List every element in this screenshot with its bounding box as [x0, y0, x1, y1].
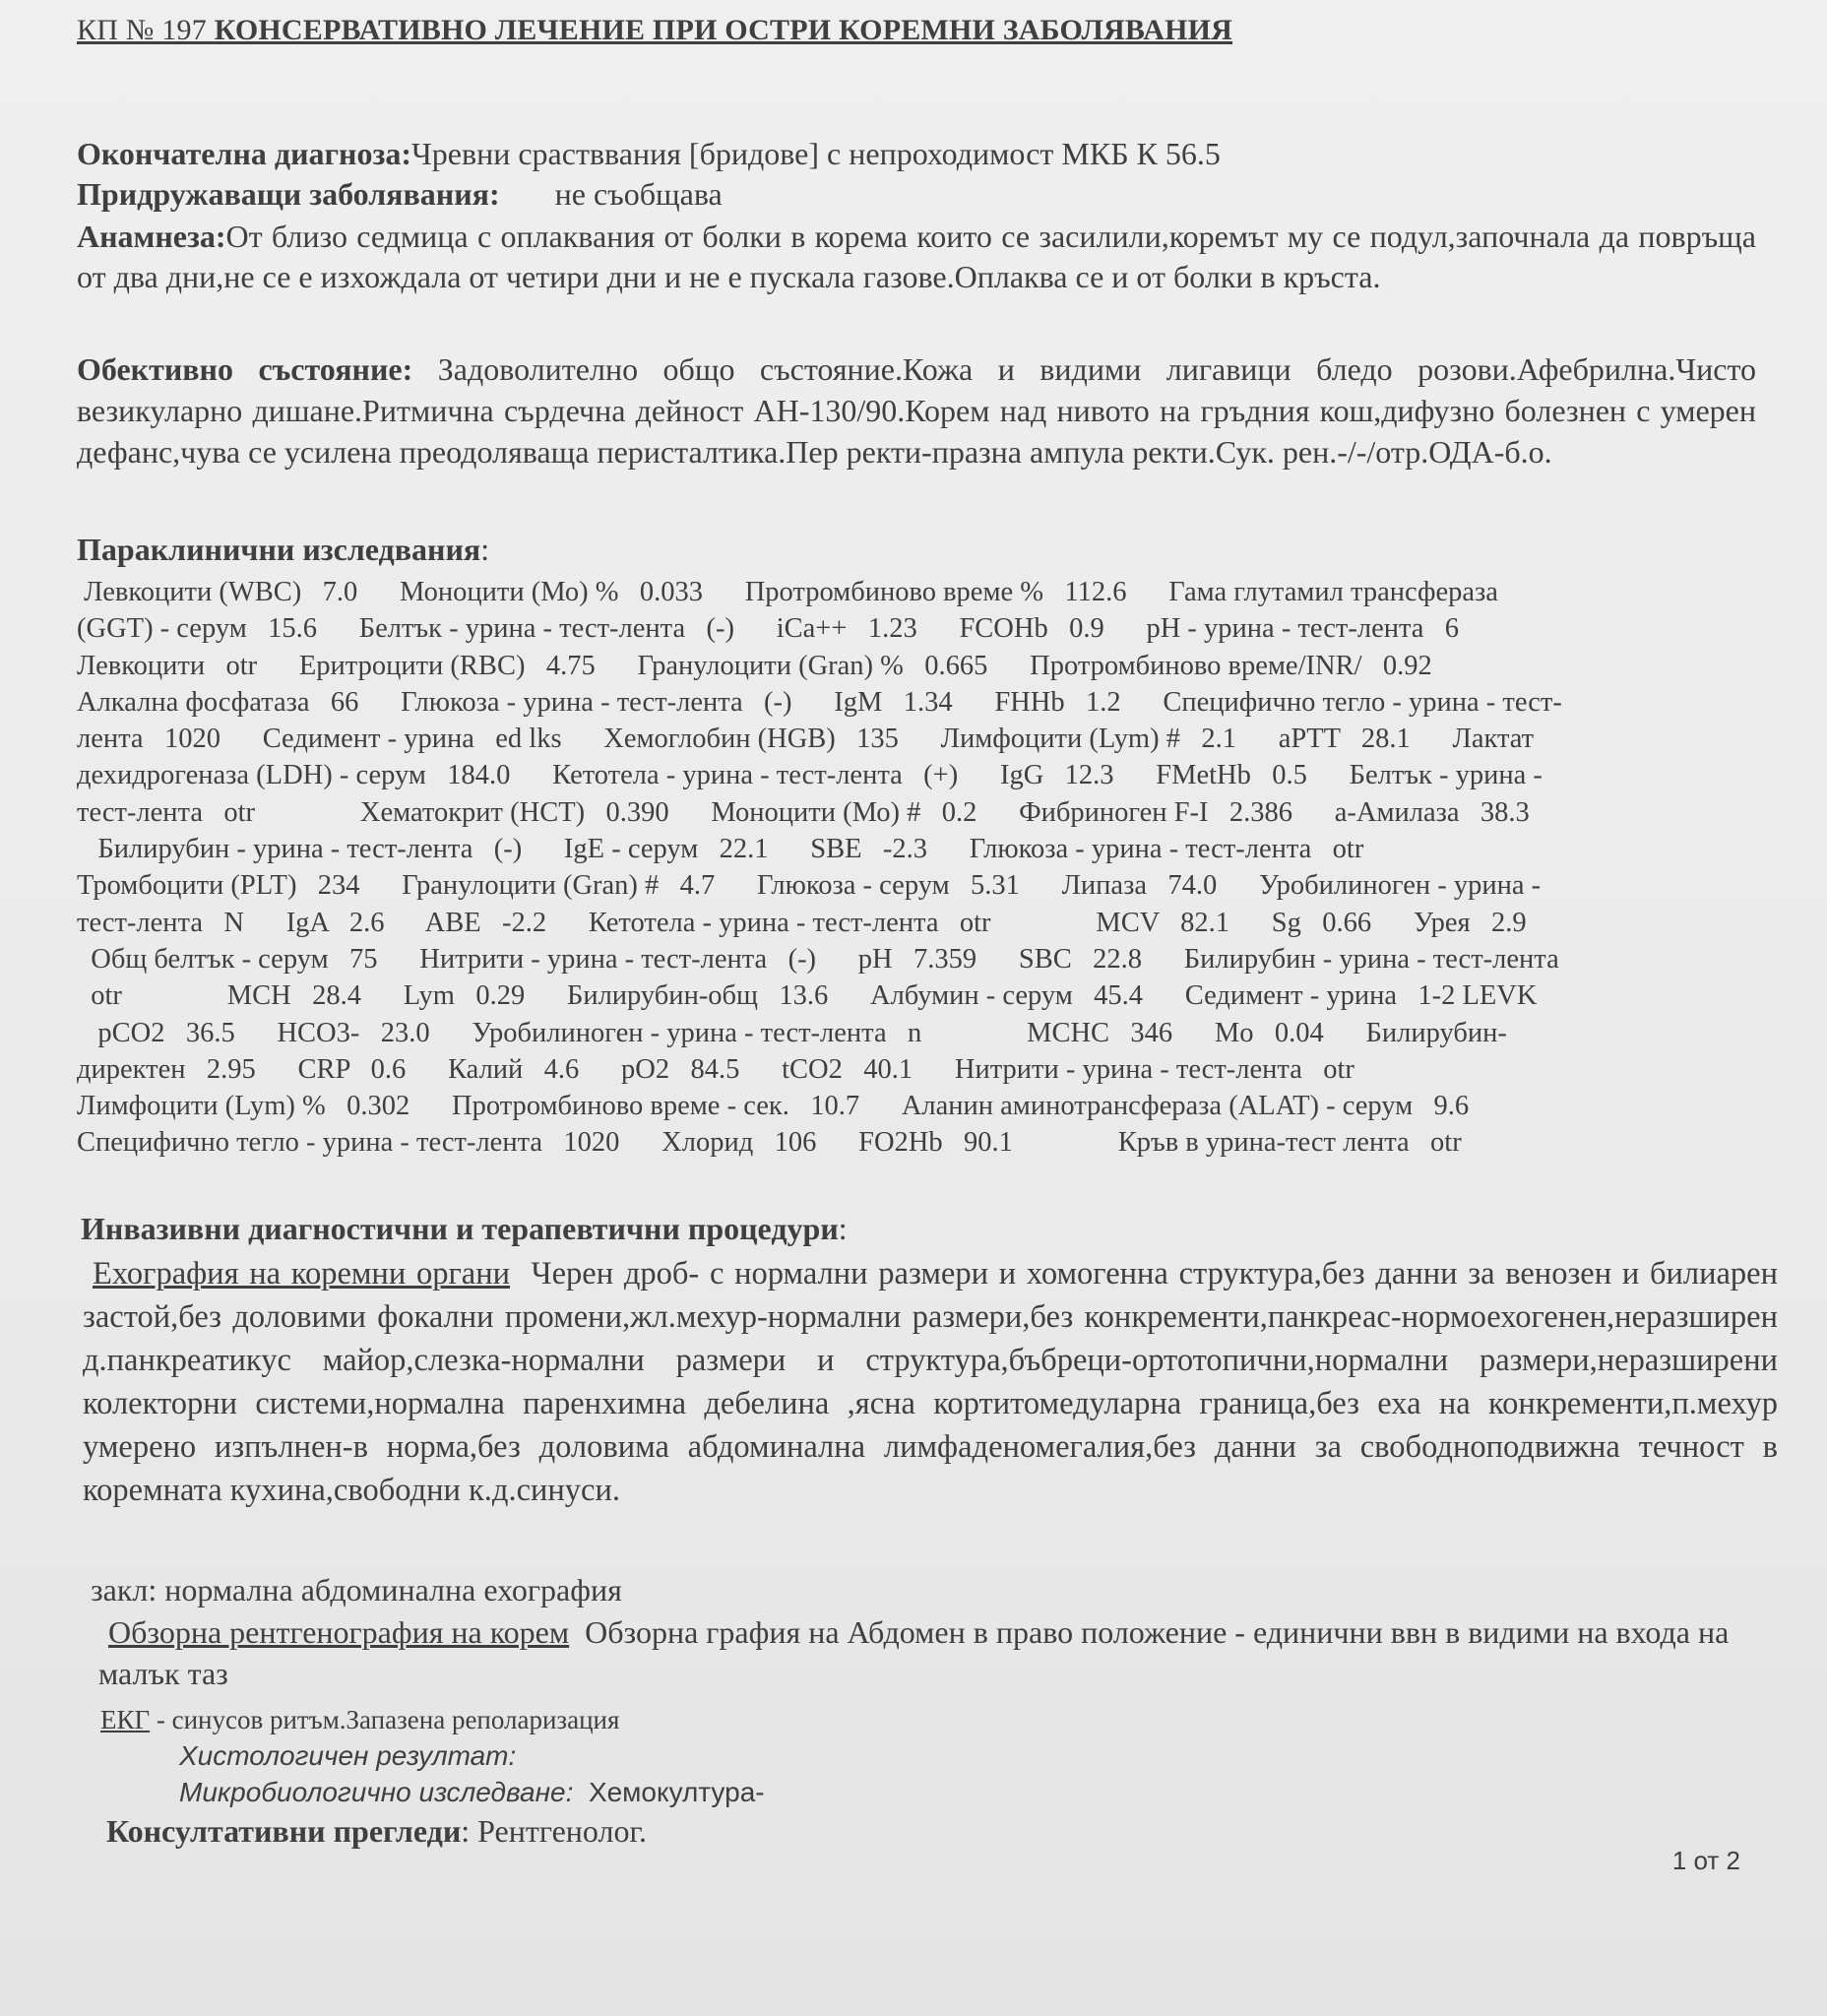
echo-conclusion: закл: нормална абдоминална ехография [91, 1572, 622, 1607]
lab-line: Тромбоцити (PLT) 234 Гранулоцити (Gran) # 4.7 Глюкоза - серум 5.31 Липаза 74.0 Уробилиноген - урина - [77, 870, 1542, 902]
comorbid-value: не съобщава [554, 176, 723, 212]
lab-line: директен 2.95 CRP 0.6 Калий 4.6 pO2 84.5 tCO2 40.1 Нитрити - урина - тест-лента otr [77, 1053, 1354, 1085]
anamnesis-value: От близо седмица с оплаквания от болки в корема които се засилили,коремът му се подул,започнала да повръща от два дни,не се е изхождала от четири дни и не е пускала газове.Оплаква се и от болки в кръста. [77, 219, 1756, 294]
echo-section [83, 1252, 1778, 1512]
lab-line: pCO2 36.5 HCO3- 23.0 Уробилиноген - урина - тест-лента n MCHC 346 Mo 0.04 Билирубин- [77, 1017, 1507, 1048]
microbiology-section: Микробиологично изследване: Хемокултура- [179, 1777, 765, 1807]
xray-text: Обзорна графия на Абдомен в право положение - единични ввн в видими на входа на малък таз [98, 1614, 1730, 1691]
lab-line: лента 1020 Седимент - урина ed lks Хемоглобин (HGB) 135 Лимфоцити (Lym) # 2.1 aPTT 28.1 Лактат [77, 724, 1535, 755]
lab-line: тест-лента otr Хематокрит (HCT) 0.390 Моноцити (Мо) # 0.2 Фибриноген F-I 2.386 а-Амилаза 38.3 [77, 796, 1530, 828]
labs-heading: Параклинични изследвания: [77, 532, 490, 567]
echo-title: Ехография на коремни органи [93, 1256, 510, 1292]
comorbid-section [77, 174, 1756, 215]
lab-line: Левкоцити otr Еритроцити (RBC) 4.75 Гранулоцити (Gran) % 0.665 Протромбиново време/INR/ 0.92 [77, 650, 1432, 681]
lab-line: тест-лента N IgA 2.6 ABE -2.2 Кетотела - урина - тест-лента otr MCV 82.1 Sg 0.66 Урея 2.9 [77, 907, 1527, 938]
lab-line: otr MCH 28.4 Lym 0.29 Билирубин-общ 13.6 Албумин - серум 45.4 Седимент - урина 1-2 LEVK [77, 980, 1538, 1012]
lab-line: Специфично тегло - урина - тест-лента 1020 Хлорид 106 FO2Hb 90.1 Кръв в урина-тест лента otr [77, 1127, 1462, 1159]
histology-label: Хистологичен резултат [179, 1740, 509, 1771]
objective-label: Обективно състояние: [77, 351, 413, 387]
microbiology-value: Хемокултура- [588, 1777, 765, 1807]
diagnosis-section [77, 134, 1756, 174]
lab-results [77, 574, 1785, 1162]
histology-section: Хистологичен резултат: [179, 1740, 517, 1771]
objective-value: Задоволително общо състояние.Кожа и видими лигавици бледо розови.Афебрилна.Чисто везикуларно дишане.Ритмична сърдечна дейност АН-130/90.Корем над нивото на гръдния кош,дифузно болезнен с умерен дефанс,чува се усилена преодоляваща перисталтика.Пер ректи-празна ампула ректи.Сук. рен.-/-/отр.ОДА-б.о. [77, 351, 1757, 470]
consult-section: Консултативни прегледи: Рентгенолог. [106, 1813, 647, 1849]
lab-line: дехидрогеназа (LDH) - серум 184.0 Кетотела - урина - тест-лента (+) IgG 12.3 FMetHb 0.5 Белтък - урина - [77, 760, 1543, 791]
diagnosis-label: Окончателна диагноза: [77, 136, 411, 171]
procedures-heading: Инвазивни диагностични и терапевтични процедури: [81, 1211, 848, 1246]
consult-value: Рентгенолог. [477, 1813, 647, 1849]
ekg-title: ЕКГ [100, 1705, 151, 1734]
document-header [77, 14, 1232, 47]
lab-line: Алкална фосфатаза 66 Глюкоза - урина - тест-лента (-) IgM 1.34 FHHb 1.2 Специфично тегло - урина - тест- [77, 686, 1562, 718]
procedures-label: Инвазивни диагностични и терапевтични процедури [81, 1211, 839, 1246]
lab-line: Билирубин - урина - тест-лента (-) IgE - серум 22.1 SBE -2.3 Глюкоза - урина - тест-лента otr [77, 834, 1364, 865]
page-number: 1 от 2 [1671, 1846, 1740, 1875]
consult-label: Консултативни прегледи [106, 1813, 462, 1849]
lab-line: (GGT) - серум 15.6 Белтък - урина - тест-лента (-) iCa++ 1.23 FCOHb 0.9 pH - урина - тест-лента 6 [77, 613, 1460, 645]
anamnesis-section [77, 217, 1756, 297]
diagnosis-value: Чревни срастввания [бридове] с непроходимост МКБ К 56.5 [410, 136, 1221, 171]
lab-line: Левкоцити (WBC) 7.0 Моноцити (Мо) % 0.033 Протромбиново време % 112.6 Гама глутамил трансфераза [77, 577, 1498, 607]
anamnesis-label: Анамнеза: [77, 219, 226, 254]
xray-section [98, 1611, 1772, 1694]
xray-title: Обзорна рентгенография на корем [108, 1614, 570, 1650]
ekg-section [100, 1700, 1780, 1740]
objective-section [77, 348, 1756, 472]
lab-line: Лимфоцити (Lym) % 0.302 Протромбиново време - сек. 10.7 Аланин аминотрансфераза (ALAT) - серум 9.6 [77, 1091, 1470, 1122]
comorbid-label: Придружаващи заболявания: [77, 176, 500, 212]
clinical-pathway-title: КОНСЕРВАТИВНО ЛЕЧЕНИЕ ПРИ ОСТРИ КОРЕМНИ ЗАБОЛЯВАНИЯ [214, 14, 1233, 46]
lab-line: Общ белтък - серум 75 Нитрити - урина - тест-лента (-) pH 7.359 SBC 22.8 Билирубин - урина - тест-лента [77, 943, 1559, 975]
echo-text: Черен дроб- с нормални размери и хомогенна структура,без данни за венозен и билиарен застой,без доловими фокални промени,жл.мехур-нормални размери,без конкременти,панкреас-нормоехогенен,неразширен д.панкреатикус майор,слезка-нормални размери и структура,бъбреци-ортотопични,нормални размери,неразширени колекторни системи,нормална паренхимна дебелина ,ясна кортитомедуларна граница,без еха на конкременти,п.мехур умерено изпълнен-в норма,без доловима абдоминална лимфаденомегалия,без данни за свободноподвижна течност в коремната кухина,свободни к.д.синуси. [83, 1256, 1778, 1508]
clinical-pathway-code: КП № 197 [77, 14, 207, 46]
labs-label: Параклинични изследвания [77, 532, 481, 567]
ekg-text: - синусов ритъм.Запазена реполаризация [150, 1705, 620, 1734]
microbiology-label: Микробиологично изследване [179, 1777, 566, 1807]
